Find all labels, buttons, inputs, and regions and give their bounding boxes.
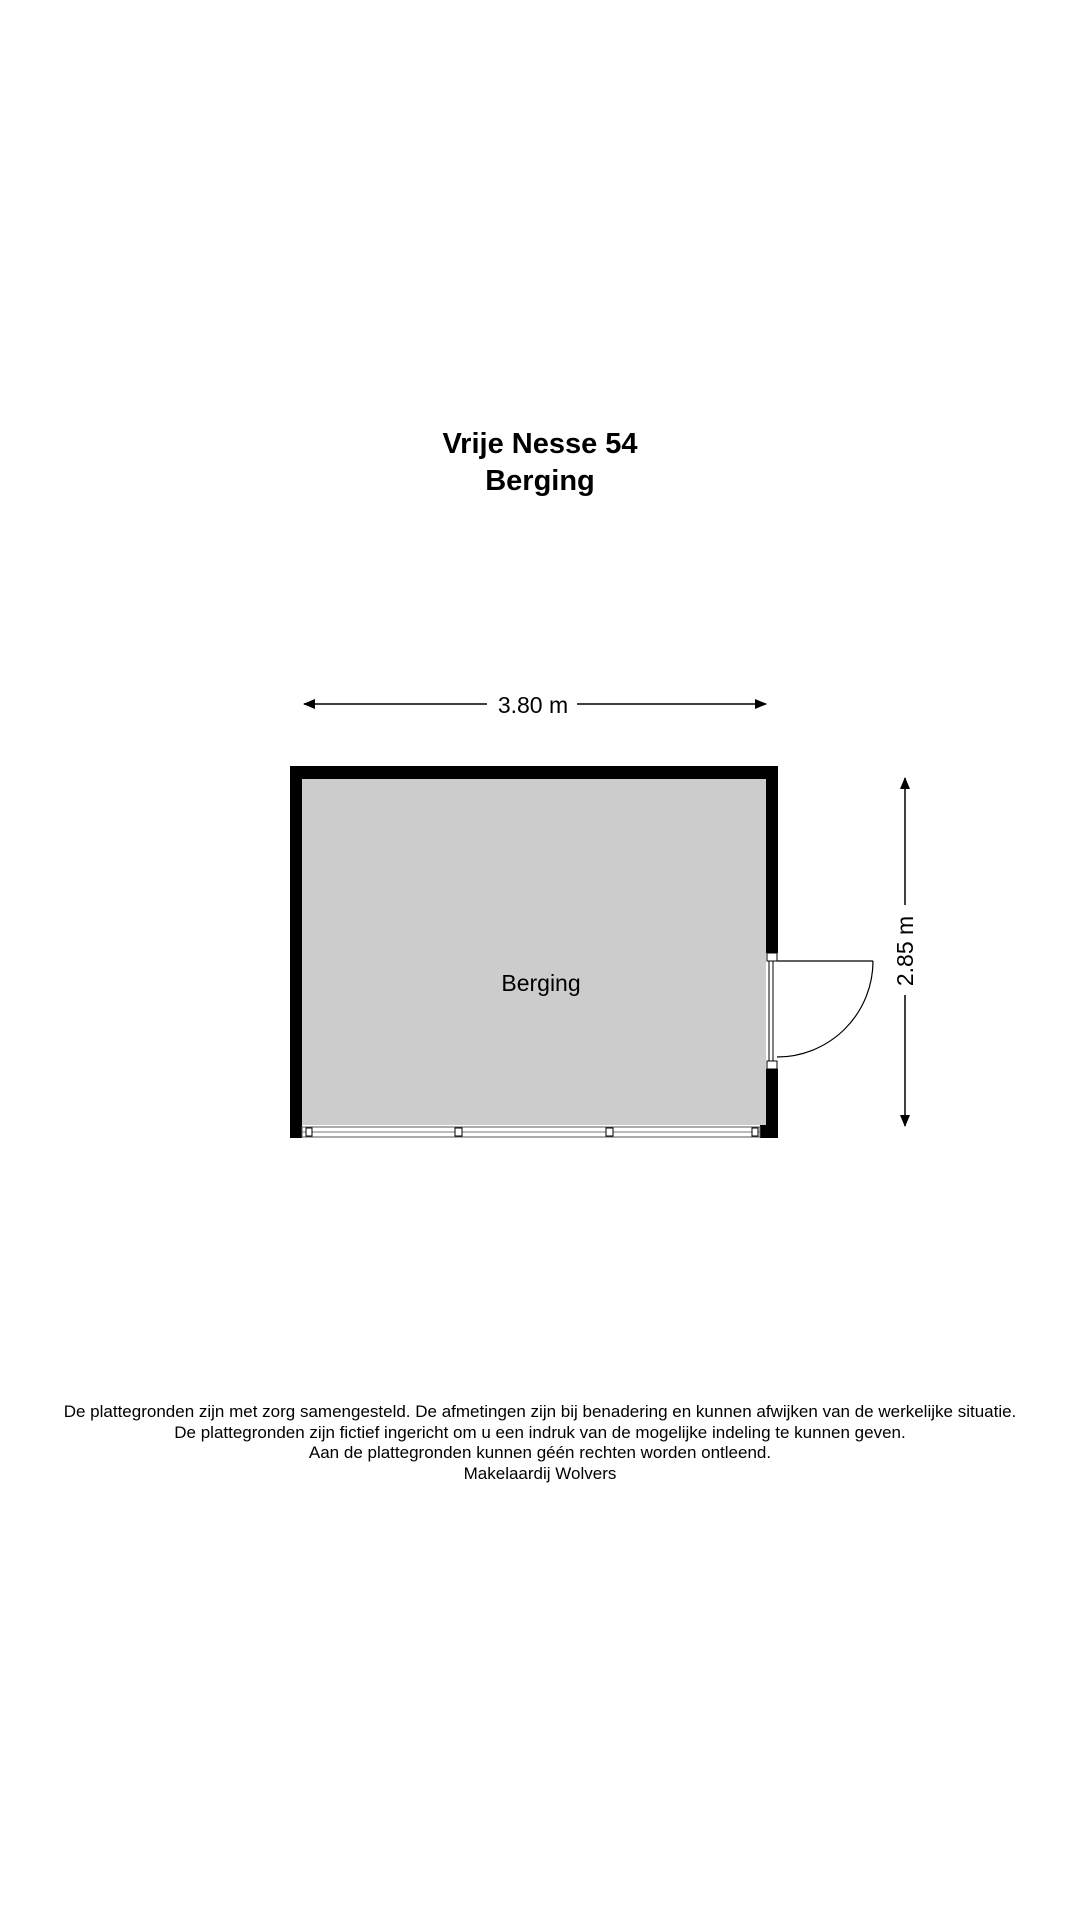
room-floor bbox=[302, 779, 766, 1125]
address-title: Vrije Nesse 54 bbox=[442, 428, 638, 460]
company-name: Makelaardij Wolvers bbox=[463, 1463, 617, 1483]
wall-bottom-right-pier bbox=[760, 1125, 778, 1138]
door-jamb-top bbox=[767, 953, 777, 961]
width-label: 3.80 m bbox=[497, 692, 569, 718]
door-jamb-bottom bbox=[767, 1061, 777, 1069]
disclaimer-line: De plattegronden zijn met zorg samengesteld. De afmetingen zijn bij benadering en kunnen afwijken van de werkelijke situatie. bbox=[63, 1402, 1017, 1421]
width-dimension bbox=[304, 692, 766, 718]
wall-bottom-left-pier bbox=[290, 1125, 302, 1138]
disclaimer-line: Aan de plattegronden kunnen géén rechten worden ontleend. bbox=[308, 1443, 772, 1462]
door-swing-arc bbox=[777, 961, 873, 1057]
window-post bbox=[306, 1128, 312, 1136]
door bbox=[767, 953, 873, 1069]
level-title: Berging bbox=[485, 465, 595, 497]
height-dimension bbox=[892, 778, 918, 1126]
window-mullion bbox=[455, 1128, 462, 1136]
wall-right-upper bbox=[766, 766, 778, 953]
height-label: 2.85 m bbox=[892, 915, 918, 987]
wall-top bbox=[290, 766, 778, 779]
disclaimer-line: De plattegronden zijn fictief ingericht om u een indruk van de mogelijke indeling te kunnen geven. bbox=[174, 1422, 906, 1442]
disclaimer bbox=[0, 1402, 1080, 1484]
room-label: Berging bbox=[501, 970, 581, 996]
wall-left bbox=[290, 766, 302, 1138]
window-bottom bbox=[302, 1127, 760, 1137]
window-post bbox=[752, 1128, 758, 1136]
window-mullion bbox=[606, 1128, 613, 1136]
